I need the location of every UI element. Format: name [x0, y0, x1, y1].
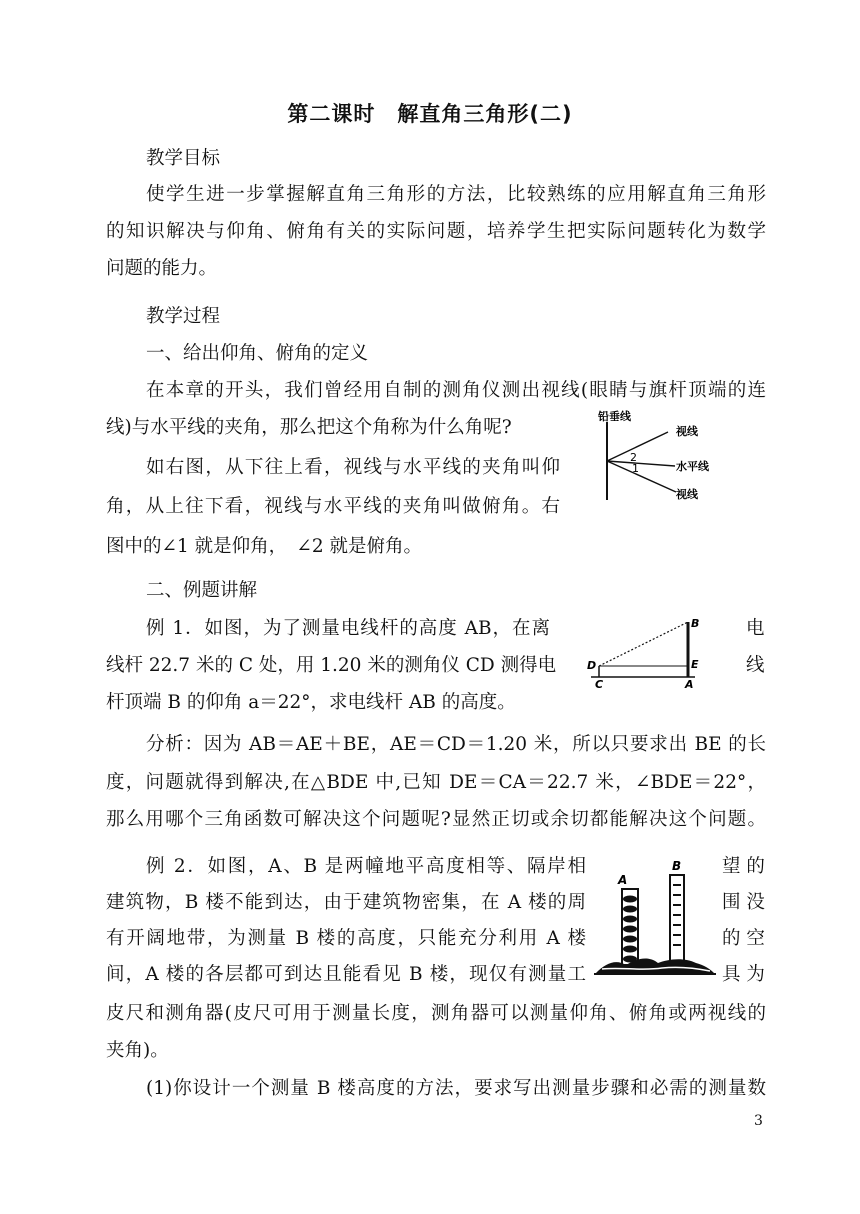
paragraph-line: 间，A 楼的各层都可到达且能看见 B 楼，现仅有测量工	[106, 964, 586, 985]
paragraph-line: (1)你设计一个测量 B 楼高度的方法，要求写出测量步骤和必需的测量数	[146, 1078, 766, 1099]
paragraph-line: 使学生进一步掌握解直角三角形的方法，比较熟练的应用解直角三角形	[146, 184, 766, 205]
point-d-label: D	[587, 659, 597, 672]
heading-part-one: 一、给出仰角、俯角的定义	[146, 343, 369, 364]
point-a-label: A	[685, 678, 694, 691]
point-b-label: B	[691, 617, 700, 630]
building-b	[670, 875, 684, 965]
building-a	[622, 889, 638, 965]
paragraph-line: 线杆 22.7 米的 C 处，用 1.20 米的测角仪 CD 测得电	[106, 655, 557, 676]
paragraph-line: 图中的∠1 就是仰角， ∠2 就是俯角。	[106, 536, 423, 557]
paragraph-line: 例 1．如图，为了测量电线杆的高度 AB，在离	[146, 618, 550, 639]
paragraph-line: 在本章的开头，我们曾经用自制的测角仪测出视线(眼睛与旗杆顶端的连	[146, 380, 766, 401]
building-b-label: B	[672, 859, 682, 873]
paragraph-line: 角，从上往下看，视线与水平线的夹角叫做俯角。右	[106, 496, 560, 517]
paragraph-line: 那么用哪个三角函数可解决这个问题呢?显然正切或余切都能解决这个问题。	[106, 809, 766, 830]
sight-line-label: 视线	[676, 488, 698, 501]
utility-pole-figure	[585, 612, 715, 692]
paragraph-line: 建筑物，B 楼不能到达，由于建筑物密集，在 A 楼的周	[106, 892, 586, 913]
elevation-depression-figure	[590, 408, 720, 503]
paragraph-line: 问题的能力。	[106, 258, 218, 279]
paragraph-line: 线)与水平线的夹角，那么把这个角称为什么角呢?	[106, 417, 512, 438]
paragraph-line: 杆顶端 B 的仰角 a＝22°，求电线杆 AB 的高度。	[106, 692, 516, 713]
paragraph-line-end: 望 的	[722, 856, 765, 877]
page-title: 第二课时 解直角三角形(二)	[287, 102, 573, 126]
paragraph-line: 分析：因为 AB＝AE＋BE，AE＝CD＝1.20 米，所以只要求出 BE 的长	[146, 734, 766, 755]
paragraph-line: 例 2．如图，A、B 是两幢地平高度相等、隔岸相	[146, 856, 586, 877]
heading-teaching-goal: 教学目标	[146, 148, 221, 169]
paragraph-line: 夹角)。	[106, 1040, 169, 1061]
paragraph-line: 度，问题就得到解决,在△BDE 中,已知 DE＝CA＝22.7 米，∠BDE＝22°，	[106, 772, 766, 793]
two-buildings-figure	[592, 855, 718, 981]
plumb-line-label: 铅垂线	[598, 410, 631, 423]
paragraph-line-end: 的 空	[722, 928, 765, 949]
paragraph-line-end: 线	[746, 655, 765, 676]
building-a-label: A	[618, 873, 628, 887]
point-c-label: C	[595, 678, 604, 691]
paragraph-line: 如右图，从下往上看，视线与水平线的夹角叫仰	[146, 457, 560, 478]
paragraph-line: 皮尺和测角器(皮尺可用于测量长度，测角器可以测量仰角、俯角或两视线的	[106, 1003, 766, 1024]
paragraph-line-end: 围 没	[722, 892, 765, 913]
paragraph-line: 有开阔地带，为测量 B 楼的高度，只能充分利用 A 楼	[106, 928, 586, 949]
angle-2-label: 2	[630, 451, 637, 464]
page-number: 3	[754, 1113, 763, 1129]
horizontal-line-label: 水平线	[676, 460, 709, 473]
paragraph-line-end: 电	[746, 618, 765, 639]
sight-line-label: 视线	[676, 425, 698, 438]
paragraph-line: 的知识解决与仰角、俯角有关的实际问题，培养学生把实际问题转化为数学	[106, 221, 766, 242]
point-e-label: E	[691, 658, 699, 671]
paragraph-line-end: 具 为	[722, 964, 765, 985]
angle-1-label: 1	[632, 462, 639, 475]
heading-teaching-process: 教学过程	[146, 306, 221, 327]
heading-part-two: 二、例题讲解	[146, 580, 258, 601]
